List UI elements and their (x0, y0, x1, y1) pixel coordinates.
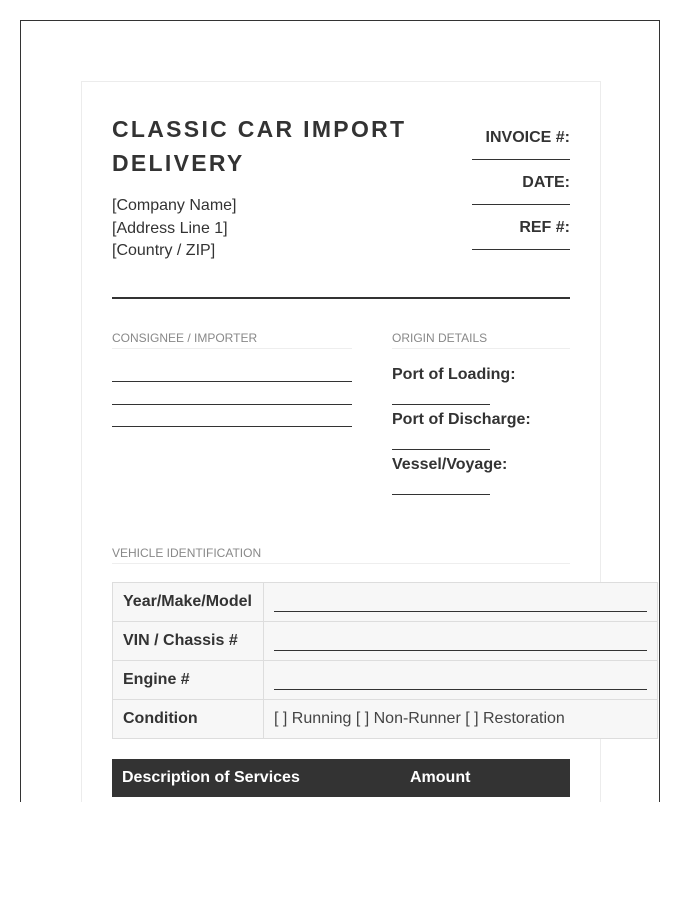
year-make-model-value[interactable] (264, 583, 658, 622)
vin-chassis-value[interactable] (264, 622, 658, 661)
vessel-voyage-label: Vessel/Voyage: (392, 456, 508, 473)
condition-options[interactable]: [ ] Running [ ] Non-Runner [ ] Restoration (264, 700, 658, 739)
table-row (113, 700, 658, 739)
port-of-loading-label: Port of Loading: (392, 366, 516, 383)
origin-heading: ORIGIN DETAILS (392, 331, 570, 349)
engine-number-value[interactable] (264, 661, 658, 700)
table-row (113, 622, 658, 661)
header-divider (112, 297, 570, 299)
port-of-discharge-label: Port of Discharge: (392, 411, 531, 428)
year-make-model-line[interactable] (274, 599, 647, 612)
description-of-services-header: Description of Services (122, 769, 300, 786)
year-make-model-label: Year/Make/Model (113, 583, 264, 622)
invoice-number-label: INVOICE #: (485, 129, 570, 146)
condition-label: Condition (113, 700, 264, 739)
vin-chassis-line[interactable] (274, 638, 647, 651)
ref-field[interactable] (460, 218, 570, 250)
consignee-line-1[interactable] (112, 381, 352, 382)
table-row (113, 583, 658, 622)
consignee-line-2[interactable] (112, 404, 352, 405)
vehicle-identification-table (112, 582, 658, 739)
invoice-number-line[interactable] (472, 148, 570, 160)
document-title: CLASSIC CAR IMPORT DELIVERY (112, 116, 407, 176)
consignee-heading: CONSIGNEE / IMPORTER (112, 331, 352, 349)
vehicle-heading: VEHICLE IDENTIFICATION (112, 546, 570, 564)
port-of-loading-line[interactable] (392, 404, 490, 405)
consignee-line-3[interactable] (112, 426, 352, 427)
date-field[interactable] (460, 173, 570, 205)
amount-header: Amount (410, 769, 471, 786)
services-table-header (112, 759, 570, 797)
vin-chassis-label: VIN / Chassis # (113, 622, 264, 661)
company-address-block (112, 195, 237, 263)
date-label: DATE: (522, 174, 570, 191)
ref-label: REF #: (519, 219, 570, 236)
port-of-discharge-line[interactable] (392, 449, 490, 450)
table-row (113, 661, 658, 700)
ref-line[interactable] (472, 238, 570, 250)
invoice-number-field[interactable] (460, 128, 570, 160)
engine-number-line[interactable] (274, 677, 647, 690)
company-country-zip: [Country / ZIP] (112, 242, 216, 259)
company-name: [Company Name] (112, 197, 237, 214)
company-address-line: [Address Line 1] (112, 219, 228, 237)
engine-number-label: Engine # (113, 661, 264, 700)
vessel-voyage-line[interactable] (392, 494, 490, 495)
date-line[interactable] (472, 193, 570, 205)
